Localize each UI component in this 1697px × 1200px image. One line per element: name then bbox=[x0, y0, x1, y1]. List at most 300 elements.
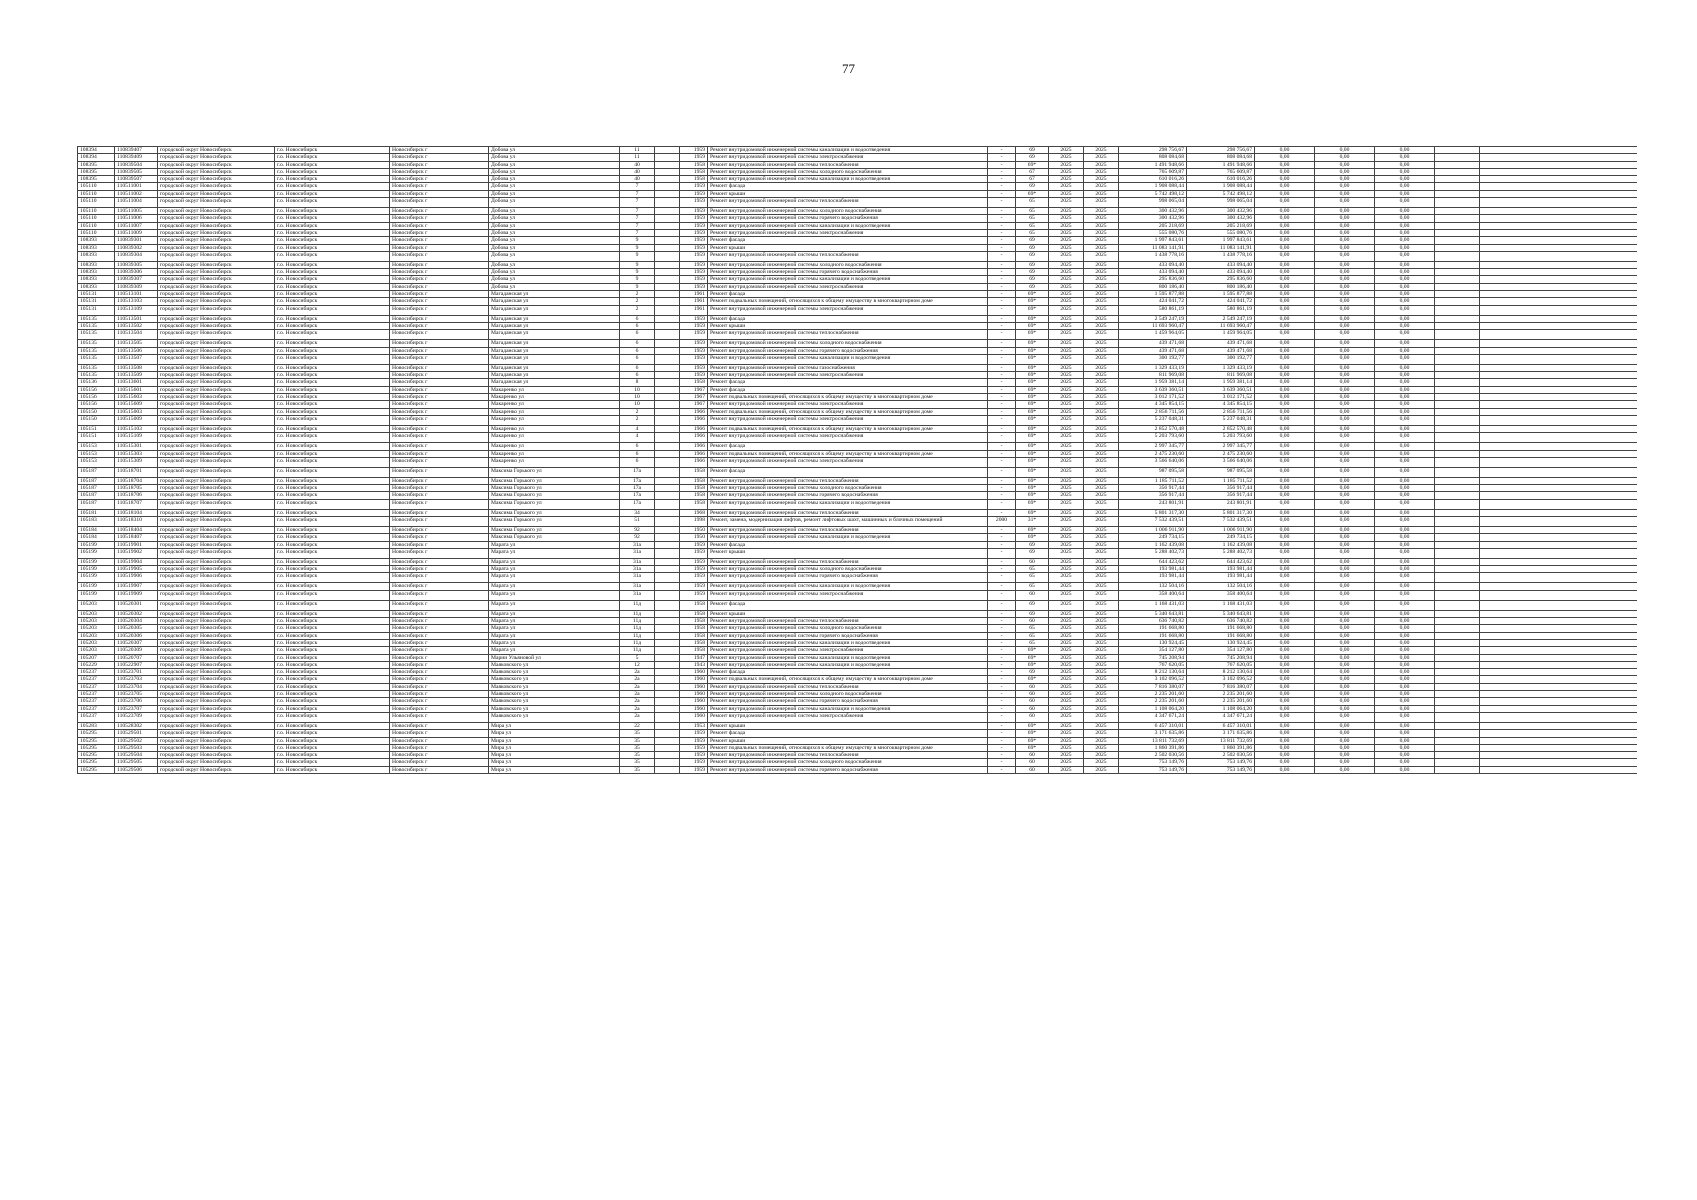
cell-plan-year-start: 2025 bbox=[1049, 450, 1084, 457]
cell-fund-cost: 1 185 711,52 bbox=[1187, 477, 1255, 484]
cell-budget-local: 0,00 bbox=[1375, 610, 1435, 617]
cell-plan-year-end: 2025 bbox=[1084, 485, 1119, 492]
cell-extra-b bbox=[1480, 372, 1638, 379]
cell-building bbox=[655, 379, 680, 386]
cell-extra-b bbox=[1480, 208, 1638, 215]
cell-plan-year-end: 2025 bbox=[1084, 364, 1119, 371]
cell-wear: 69 bbox=[1016, 269, 1049, 276]
cell-budget-regional: 0,00 bbox=[1315, 379, 1375, 386]
cell-extra-a bbox=[1435, 534, 1480, 541]
cell-house-id: 108393 bbox=[78, 244, 115, 251]
cell-budget-regional: 0,00 bbox=[1315, 730, 1375, 737]
cell-budget-local: 0,00 bbox=[1375, 691, 1435, 698]
cell-year-built: 1959 bbox=[680, 237, 708, 244]
cell-fund-cost: 3 102 096,52 bbox=[1187, 676, 1255, 683]
cell-budget-federal: 0,00 bbox=[1255, 698, 1315, 705]
cell-total-cost: 610 016,26 bbox=[1119, 176, 1187, 183]
cell-city-district: г.о. Новосибирск bbox=[275, 477, 390, 484]
cell-house-id: 108395 bbox=[78, 161, 115, 168]
cell-wear: 65 bbox=[1016, 632, 1049, 639]
cell-municipality: городской округ Новосибирск bbox=[158, 222, 275, 229]
cell-budget-local: 0,00 bbox=[1375, 683, 1435, 690]
cell-work-type: Ремонт подвальных помещений, относящихся к общему имуществу в многоквартирном доме bbox=[708, 450, 988, 457]
cell-wear: 60 bbox=[1016, 759, 1049, 766]
cell-item-id: 110839306 bbox=[115, 269, 158, 276]
cell-wear: 69 bbox=[1016, 261, 1049, 268]
cell-fund-cost: 439 471,68 bbox=[1187, 340, 1255, 347]
cell-municipality: городской округ Новосибирск bbox=[158, 600, 275, 610]
cell-house-id: 105187 bbox=[78, 477, 115, 484]
cell-item-id: 110515301 bbox=[115, 443, 158, 450]
cell-work-type: Ремонт внутридомовой инженерной системы канализации и водоотведения bbox=[708, 354, 988, 364]
cell-fund-cost: 2 549 247,19 bbox=[1187, 315, 1255, 322]
cell-wear: 69 bbox=[1016, 147, 1049, 154]
cell-budget-federal: 0,00 bbox=[1255, 516, 1315, 526]
cell-budget-local: 0,00 bbox=[1375, 147, 1435, 154]
cell-street: Добова ул bbox=[489, 208, 620, 215]
cell-plan-year-end: 2025 bbox=[1084, 340, 1119, 347]
cell-house-number: 11д bbox=[620, 647, 655, 654]
cell-settlement: Новосибирск г bbox=[390, 237, 489, 244]
cell-house-number: 17а bbox=[620, 485, 655, 492]
cell-settlement: Новосибирск г bbox=[390, 215, 489, 222]
cell-item-id: 110839409 bbox=[115, 154, 158, 161]
cell-total-cost: 1 908 088,44 bbox=[1119, 183, 1187, 190]
cell-street: Марата ул bbox=[489, 583, 620, 590]
cell-house-id: 108393 bbox=[78, 237, 115, 244]
cell-building bbox=[655, 347, 680, 354]
cell-total-cost: 3 171 635,86 bbox=[1119, 730, 1187, 737]
cell-work-type: Ремонт внутридомовой инженерной системы канализации и водоотведения bbox=[708, 147, 988, 154]
cell-item-id: 110515609 bbox=[115, 401, 158, 408]
cell-wear: 65 bbox=[1016, 222, 1049, 229]
cell-budget-federal: 0,00 bbox=[1255, 573, 1315, 583]
cell-lift-year: - bbox=[988, 340, 1016, 347]
cell-lift-year: - bbox=[988, 632, 1016, 639]
cell-house-number: 9 bbox=[620, 283, 655, 290]
cell-plan-year-end: 2025 bbox=[1084, 244, 1119, 251]
cell-building bbox=[655, 712, 680, 722]
cell-settlement: Новосибирск г bbox=[390, 176, 489, 183]
cell-plan-year-start: 2025 bbox=[1049, 691, 1084, 698]
cell-house-number: 2а bbox=[620, 691, 655, 698]
cell-budget-regional: 0,00 bbox=[1315, 450, 1375, 457]
cell-settlement: Новосибирск г bbox=[390, 590, 489, 600]
cell-budget-federal: 0,00 bbox=[1255, 744, 1315, 751]
cell-lift-year: - bbox=[988, 618, 1016, 625]
cell-plan-year-end: 2025 bbox=[1084, 534, 1119, 541]
cell-item-id: 110839309 bbox=[115, 283, 158, 290]
cell-extra-a bbox=[1435, 600, 1480, 610]
cell-settlement: Новосибирск г bbox=[390, 737, 489, 744]
cell-work-type: Ремонт подвальных помещений, относящихся к общему имуществу в многоквартирном доме bbox=[708, 394, 988, 401]
cell-extra-a bbox=[1435, 408, 1480, 415]
cell-total-cost: 1 438 778,16 bbox=[1119, 251, 1187, 261]
cell-lift-year: - bbox=[988, 759, 1016, 766]
cell-total-cost: 1 006 911,90 bbox=[1119, 526, 1187, 533]
cell-municipality: городской округ Новосибирск bbox=[158, 558, 275, 565]
cell-city-district: г.о. Новосибирск bbox=[275, 154, 390, 161]
cell-budget-regional: 0,00 bbox=[1315, 190, 1375, 197]
cell-building bbox=[655, 698, 680, 705]
cell-building bbox=[655, 269, 680, 276]
cell-fund-cost: 745 208,94 bbox=[1187, 654, 1255, 661]
cell-budget-regional: 0,00 bbox=[1315, 198, 1375, 208]
cell-wear: 69* bbox=[1016, 492, 1049, 499]
cell-lift-year: - bbox=[988, 654, 1016, 661]
cell-street: Макаренко ул bbox=[489, 386, 620, 393]
cell-year-built: 1960 bbox=[680, 683, 708, 690]
cell-house-id: 105183 bbox=[78, 516, 115, 526]
cell-year-built: 1960 bbox=[680, 705, 708, 712]
cell-budget-regional: 0,00 bbox=[1315, 443, 1375, 450]
table-row bbox=[78, 583, 1638, 590]
cell-municipality: городской округ Новосибирск bbox=[158, 516, 275, 526]
cell-extra-b bbox=[1480, 433, 1638, 443]
cell-budget-local: 0,00 bbox=[1375, 632, 1435, 639]
cell-budget-federal: 0,00 bbox=[1255, 298, 1315, 305]
cell-plan-year-end: 2025 bbox=[1084, 401, 1119, 408]
cell-budget-local: 0,00 bbox=[1375, 541, 1435, 548]
cell-house-number: 17а bbox=[620, 467, 655, 477]
cell-extra-b bbox=[1480, 566, 1638, 573]
table-row bbox=[78, 683, 1638, 690]
cell-budget-local: 0,00 bbox=[1375, 415, 1435, 425]
cell-city-district: г.о. Новосибирск bbox=[275, 647, 390, 654]
cell-house-number: 11д bbox=[620, 625, 655, 632]
cell-building bbox=[655, 669, 680, 676]
cell-work-type: Ремонт внутридомовой инженерной системы холодного водоснабжения bbox=[708, 340, 988, 347]
cell-lift-year: - bbox=[988, 408, 1016, 415]
cell-plan-year-start: 2025 bbox=[1049, 485, 1084, 492]
cell-item-id: 110513109 bbox=[115, 305, 158, 315]
cell-work-type: Ремонт подвальных помещений, относящихся к общему имуществу в многоквартирном доме bbox=[708, 744, 988, 751]
cell-plan-year-start: 2025 bbox=[1049, 548, 1084, 558]
cell-total-cost: 1 162 439,08 bbox=[1119, 541, 1187, 548]
cell-work-type: Ремонт фасада bbox=[708, 541, 988, 548]
cell-budget-regional: 0,00 bbox=[1315, 354, 1375, 364]
table-row bbox=[78, 229, 1638, 236]
cell-budget-regional: 0,00 bbox=[1315, 516, 1375, 526]
cell-extra-a bbox=[1435, 450, 1480, 457]
cell-item-id: 110513505 bbox=[115, 340, 158, 347]
cell-municipality: городской округ Новосибирск bbox=[158, 526, 275, 533]
cell-budget-local: 0,00 bbox=[1375, 654, 1435, 661]
cell-plan-year-start: 2025 bbox=[1049, 737, 1084, 744]
cell-plan-year-end: 2025 bbox=[1084, 639, 1119, 646]
cell-settlement: Новосибирск г bbox=[390, 558, 489, 565]
cell-work-type: Ремонт внутридомовой инженерной системы теплоснабжения bbox=[708, 618, 988, 625]
cell-year-built: 1966 bbox=[680, 425, 708, 432]
cell-extra-a bbox=[1435, 737, 1480, 744]
cell-settlement: Новосибирск г bbox=[390, 229, 489, 236]
cell-fund-cost: 424 041,72 bbox=[1187, 298, 1255, 305]
table-row bbox=[78, 386, 1638, 393]
cell-plan-year-end: 2025 bbox=[1084, 415, 1119, 425]
cell-street: Максима Горького ул bbox=[489, 509, 620, 516]
cell-budget-federal: 0,00 bbox=[1255, 222, 1315, 229]
cell-settlement: Новосибирск г bbox=[390, 401, 489, 408]
cell-wear: 69* bbox=[1016, 408, 1049, 415]
cell-settlement: Новосибирск г bbox=[390, 647, 489, 654]
cell-wear: 65 bbox=[1016, 583, 1049, 590]
cell-item-id: 110523706 bbox=[115, 698, 158, 705]
cell-extra-a bbox=[1435, 347, 1480, 354]
cell-house-number: 11д bbox=[620, 618, 655, 625]
cell-item-id: 110511007 bbox=[115, 222, 158, 229]
cell-street: Мира ул bbox=[489, 730, 620, 737]
cell-budget-federal: 0,00 bbox=[1255, 379, 1315, 386]
cell-house-id: 105199 bbox=[78, 566, 115, 573]
cell-house-number: 31а bbox=[620, 590, 655, 600]
cell-plan-year-end: 2025 bbox=[1084, 759, 1119, 766]
cell-work-type: Ремонт крыши bbox=[708, 548, 988, 558]
table-row bbox=[78, 705, 1638, 712]
cell-total-cost: 5 203 793,60 bbox=[1119, 433, 1187, 443]
cell-lift-year: - bbox=[988, 394, 1016, 401]
cell-extra-b bbox=[1480, 305, 1638, 315]
cell-wear: 60 bbox=[1016, 712, 1049, 722]
cell-year-built: 1959 bbox=[680, 766, 708, 773]
cell-plan-year-end: 2025 bbox=[1084, 526, 1119, 533]
cell-city-district: г.о. Новосибирск bbox=[275, 676, 390, 683]
cell-budget-local: 0,00 bbox=[1375, 730, 1435, 737]
cell-city-district: г.о. Новосибирск bbox=[275, 737, 390, 744]
cell-settlement: Новосибирск г bbox=[390, 477, 489, 484]
cell-city-district: г.о. Новосибирск bbox=[275, 526, 390, 533]
cell-street: Макаренко ул bbox=[489, 415, 620, 425]
cell-budget-regional: 0,00 bbox=[1315, 548, 1375, 558]
cell-extra-a bbox=[1435, 566, 1480, 573]
cell-city-district: г.о. Новосибирск bbox=[275, 215, 390, 222]
cell-house-number: 35 bbox=[620, 752, 655, 759]
cell-lift-year: - bbox=[988, 541, 1016, 548]
cell-item-id: 110515009 bbox=[115, 415, 158, 425]
cell-year-built: 1959 bbox=[680, 244, 708, 251]
cell-budget-federal: 0,00 bbox=[1255, 372, 1315, 379]
cell-plan-year-start: 2025 bbox=[1049, 408, 1084, 415]
cell-fund-cost: 1 006 911,90 bbox=[1187, 526, 1255, 533]
cell-building bbox=[655, 766, 680, 773]
cell-year-built: 1966 bbox=[680, 408, 708, 415]
cell-plan-year-start: 2025 bbox=[1049, 526, 1084, 533]
table-row bbox=[78, 251, 1638, 261]
cell-extra-a bbox=[1435, 161, 1480, 168]
cell-total-cost: 191 668,80 bbox=[1119, 632, 1187, 639]
cell-city-district: г.о. Новосибирск bbox=[275, 354, 390, 364]
cell-budget-regional: 0,00 bbox=[1315, 269, 1375, 276]
cell-house-id: 105295 bbox=[78, 752, 115, 759]
cell-plan-year-start: 2025 bbox=[1049, 509, 1084, 516]
cell-wear: 65 bbox=[1016, 566, 1049, 573]
cell-budget-regional: 0,00 bbox=[1315, 261, 1375, 268]
cell-municipality: городской округ Новосибирск bbox=[158, 722, 275, 729]
cell-item-id: 110513501 bbox=[115, 315, 158, 322]
cell-plan-year-end: 2025 bbox=[1084, 161, 1119, 168]
cell-extra-a bbox=[1435, 705, 1480, 712]
cell-budget-regional: 0,00 bbox=[1315, 618, 1375, 625]
cell-plan-year-start: 2025 bbox=[1049, 705, 1084, 712]
cell-total-cost: 243 801,91 bbox=[1119, 499, 1187, 509]
cell-house-id: 105135 bbox=[78, 315, 115, 322]
cell-wear: 69 bbox=[1016, 154, 1049, 161]
cell-item-id: 110519902 bbox=[115, 548, 158, 558]
cell-lift-year: - bbox=[988, 364, 1016, 371]
cell-budget-regional: 0,00 bbox=[1315, 744, 1375, 751]
cell-budget-local: 0,00 bbox=[1375, 705, 1435, 712]
cell-lift-year: - bbox=[988, 183, 1016, 190]
cell-plan-year-end: 2025 bbox=[1084, 618, 1119, 625]
cell-house-number: 7 bbox=[620, 198, 655, 208]
cell-municipality: городской округ Новосибирск bbox=[158, 499, 275, 509]
cell-extra-a bbox=[1435, 752, 1480, 759]
table-row bbox=[78, 509, 1638, 516]
cell-street: Марата ул bbox=[489, 625, 620, 632]
cell-city-district: г.о. Новосибирск bbox=[275, 712, 390, 722]
cell-fund-cost: 356 917,44 bbox=[1187, 485, 1255, 492]
cell-total-cost: 800 186,40 bbox=[1119, 283, 1187, 290]
cell-item-id: 110523703 bbox=[115, 676, 158, 683]
cell-city-district: г.о. Новосибирск bbox=[275, 683, 390, 690]
register-table-container bbox=[77, 146, 1637, 1131]
cell-budget-local: 0,00 bbox=[1375, 712, 1435, 722]
cell-extra-b bbox=[1480, 347, 1638, 354]
cell-city-district: г.о. Новосибирск bbox=[275, 208, 390, 215]
cell-wear: 69* bbox=[1016, 450, 1049, 457]
cell-plan-year-end: 2025 bbox=[1084, 198, 1119, 208]
cell-plan-year-end: 2025 bbox=[1084, 583, 1119, 590]
cell-wear: 69* bbox=[1016, 401, 1049, 408]
table-row bbox=[78, 654, 1638, 661]
cell-total-cost: 2 549 247,19 bbox=[1119, 315, 1187, 322]
table-row bbox=[78, 730, 1638, 737]
cell-item-id: 110839302 bbox=[115, 244, 158, 251]
cell-item-id: 110520304 bbox=[115, 618, 158, 625]
cell-budget-local: 0,00 bbox=[1375, 372, 1435, 379]
table-row bbox=[78, 759, 1638, 766]
cell-city-district: г.о. Новосибирск bbox=[275, 752, 390, 759]
cell-house-number: 31а bbox=[620, 583, 655, 590]
cell-item-id: 110518704 bbox=[115, 477, 158, 484]
cell-wear: 69* bbox=[1016, 467, 1049, 477]
cell-house-id: 105203 bbox=[78, 625, 115, 632]
cell-plan-year-end: 2025 bbox=[1084, 610, 1119, 617]
cell-extra-a bbox=[1435, 237, 1480, 244]
cell-lift-year: - bbox=[988, 443, 1016, 450]
cell-year-built: 1960 bbox=[680, 691, 708, 698]
cell-extra-b bbox=[1480, 600, 1638, 610]
cell-extra-b bbox=[1480, 647, 1638, 654]
cell-wear: 65 bbox=[1016, 198, 1049, 208]
cell-fund-cost: 295 836,60 bbox=[1187, 276, 1255, 283]
cell-year-built: 1960 bbox=[680, 676, 708, 683]
cell-street: Макаренко ул bbox=[489, 443, 620, 450]
cell-extra-b bbox=[1480, 759, 1638, 766]
cell-plan-year-start: 2025 bbox=[1049, 654, 1084, 661]
cell-house-number: 92 bbox=[620, 526, 655, 533]
cell-settlement: Новосибирск г bbox=[390, 425, 489, 432]
cell-house-id: 105187 bbox=[78, 492, 115, 499]
cell-budget-regional: 0,00 bbox=[1315, 566, 1375, 573]
cell-year-built: 1959 bbox=[680, 730, 708, 737]
cell-budget-local: 0,00 bbox=[1375, 276, 1435, 283]
cell-extra-b bbox=[1480, 315, 1638, 322]
cell-municipality: городской округ Новосибирск bbox=[158, 408, 275, 415]
cell-plan-year-end: 2025 bbox=[1084, 766, 1119, 773]
cell-wear: 69* bbox=[1016, 298, 1049, 305]
cell-year-built: 1958 bbox=[680, 477, 708, 484]
cell-street: Магаданская ул bbox=[489, 298, 620, 305]
cell-building bbox=[655, 730, 680, 737]
cell-total-cost: 5 742 498,12 bbox=[1119, 190, 1187, 197]
cell-plan-year-end: 2025 bbox=[1084, 661, 1119, 668]
cell-extra-a bbox=[1435, 499, 1480, 509]
cell-extra-a bbox=[1435, 477, 1480, 484]
cell-municipality: городской округ Новосибирск bbox=[158, 509, 275, 516]
cell-extra-a bbox=[1435, 147, 1480, 154]
cell-extra-b bbox=[1480, 237, 1638, 244]
cell-budget-federal: 0,00 bbox=[1255, 161, 1315, 168]
cell-house-number: 6 bbox=[620, 340, 655, 347]
cell-lift-year: - bbox=[988, 237, 1016, 244]
cell-budget-federal: 0,00 bbox=[1255, 364, 1315, 371]
cell-extra-a bbox=[1435, 425, 1480, 432]
cell-house-id: 105187 bbox=[78, 485, 115, 492]
cell-budget-federal: 0,00 bbox=[1255, 541, 1315, 548]
cell-house-id: 105237 bbox=[78, 705, 115, 712]
cell-budget-regional: 0,00 bbox=[1315, 600, 1375, 610]
cell-municipality: городской округ Новосибирск bbox=[158, 691, 275, 698]
cell-extra-b bbox=[1480, 548, 1638, 558]
cell-plan-year-start: 2025 bbox=[1049, 215, 1084, 222]
cell-lift-year: - bbox=[988, 330, 1016, 340]
table-row bbox=[78, 222, 1638, 229]
table-row bbox=[78, 558, 1638, 565]
cell-item-id: 110519906 bbox=[115, 573, 158, 583]
table-row bbox=[78, 676, 1638, 683]
cell-house-id: 105237 bbox=[78, 698, 115, 705]
cell-municipality: городской округ Новосибирск bbox=[158, 647, 275, 654]
cell-city-district: г.о. Новосибирск bbox=[275, 222, 390, 229]
cell-house-number: 51 bbox=[620, 516, 655, 526]
cell-extra-b bbox=[1480, 183, 1638, 190]
cell-lift-year: - bbox=[988, 433, 1016, 443]
cell-plan-year-start: 2025 bbox=[1049, 467, 1084, 477]
cell-work-type: Ремонт внутридомовой инженерной системы электроснабжения bbox=[708, 433, 988, 443]
cell-fund-cost: 2 502 030,56 bbox=[1187, 752, 1255, 759]
cell-item-id: 110839305 bbox=[115, 261, 158, 268]
cell-wear: 69 bbox=[1016, 283, 1049, 290]
cell-settlement: Новосибирск г bbox=[390, 485, 489, 492]
cell-settlement: Новосибирск г bbox=[390, 386, 489, 393]
cell-lift-year: - bbox=[988, 548, 1016, 558]
table-row bbox=[78, 534, 1638, 541]
cell-budget-federal: 0,00 bbox=[1255, 394, 1315, 401]
cell-extra-b bbox=[1480, 394, 1638, 401]
cell-city-district: г.о. Новосибирск bbox=[275, 443, 390, 450]
cell-house-id: 105237 bbox=[78, 676, 115, 683]
cell-building bbox=[655, 237, 680, 244]
cell-extra-a bbox=[1435, 573, 1480, 583]
cell-house-id: 105203 bbox=[78, 618, 115, 625]
table-row bbox=[78, 198, 1638, 208]
cell-settlement: Новосибирск г bbox=[390, 222, 489, 229]
cell-total-cost: 298 756,67 bbox=[1119, 147, 1187, 154]
cell-settlement: Новосибирск г bbox=[390, 244, 489, 251]
cell-lift-year: - bbox=[988, 276, 1016, 283]
cell-house-id: 108395 bbox=[78, 168, 115, 175]
table-row bbox=[78, 443, 1638, 450]
